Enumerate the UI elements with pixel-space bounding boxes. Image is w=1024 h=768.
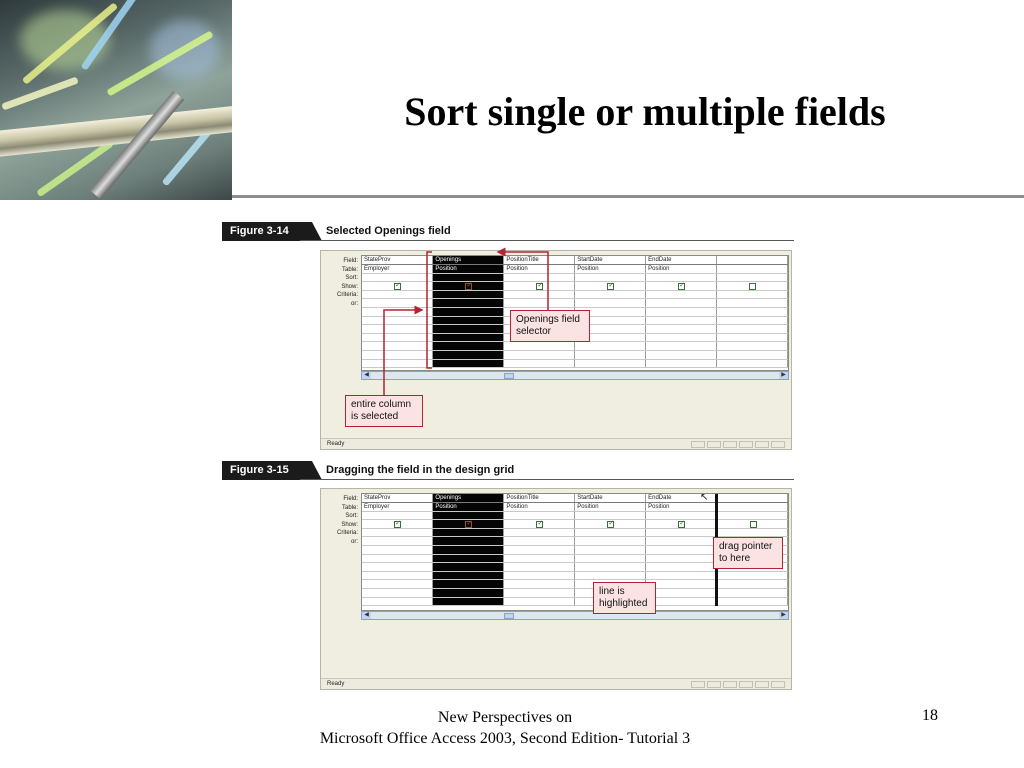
row-label: Field: [343,496,358,502]
field-cell[interactable]: PositionTitle [504,494,575,503]
callout-line-highlighted [593,582,656,614]
table-cell[interactable] [717,503,788,512]
figure-label: Figure 3-15 [222,461,312,480]
row-label: or: [350,538,358,545]
status-text: Ready [327,681,345,687]
table-cell[interactable]: Position [575,503,646,512]
field-cell[interactable]: StartDate [575,256,646,265]
callout-text: drag pointer to here [719,541,773,564]
field-cell[interactable]: StateProv [362,256,433,265]
field-cell[interactable]: EndDate [646,256,717,265]
row-label: Show: [341,521,358,528]
page-number: 18 [922,707,938,724]
status-bar [321,678,791,689]
field-cell[interactable]: StateProv [362,494,433,503]
callout-text: line is highlighted [599,586,648,609]
show-checkbox[interactable] [750,521,757,528]
row-label: Table: [341,504,358,511]
figure-rule [300,479,794,480]
row-label: or: [350,300,358,307]
show-checkbox[interactable] [678,521,685,528]
drag-pointer-icon: ↖ [700,492,709,503]
table-cell[interactable]: Position [575,265,646,274]
show-checkbox[interactable] [607,521,614,528]
scroll-left-icon[interactable]: ◀ [362,372,371,379]
table-cell[interactable]: Employer [362,503,433,512]
figure-title: Dragging the field in the design grid [326,464,515,476]
table-cell[interactable]: Position [646,503,717,512]
row-label: Criteria: [336,292,358,299]
show-checkbox[interactable] [536,521,543,528]
status-text: Ready [327,441,345,447]
table-cell[interactable]: Position [433,265,504,274]
field-cell[interactable]: Openings [433,256,504,265]
figure-header [222,460,794,480]
table-cell[interactable]: Position [504,265,575,274]
footer-line: Microsoft Office Access 2003, Second Edition- Tutorial 3 [319,730,691,747]
row-label: Show: [341,283,358,290]
row-label: Criteria: [336,530,358,537]
scroll-left-icon[interactable]: ◀ [362,612,371,619]
field-cell[interactable]: Openings [433,494,504,503]
slide-footer [220,707,790,749]
scroll-right-icon[interactable]: ▶ [779,372,788,379]
row-label: Sort: [345,513,358,520]
field-cell[interactable]: StartDate [575,494,646,503]
row-label: Table: [341,266,358,273]
table-cell[interactable]: Position [646,265,717,274]
row-label: Field: [343,258,358,264]
table-cell[interactable]: Position [433,503,504,512]
table-cell[interactable]: Position [504,503,575,512]
figure-title: Selected Openings field [326,225,451,237]
callout-text: Openings field selector [516,314,580,337]
table-cell[interactable]: Employer [362,265,433,274]
show-checkbox[interactable] [394,521,401,528]
field-cell[interactable]: EndDate [646,494,717,503]
field-cell[interactable] [717,494,788,503]
field-cell[interactable]: PositionTitle [504,256,575,265]
callout-text: entire column is selected [351,399,412,422]
query-design-window [320,488,792,690]
row-labels [321,495,361,547]
show-checkbox[interactable] [465,521,472,528]
callout-drag-pointer [713,537,783,569]
slide-title: Sort single or multiple fields [404,89,886,134]
scroll-thumb[interactable] [504,613,514,619]
figure-label: Figure 3-14 [222,222,312,241]
footer-line: New Perspectives on [437,709,573,726]
scroll-right-icon[interactable]: ▶ [779,612,788,619]
row-label: Sort: [345,275,358,282]
horizontal-scrollbar[interactable] [361,611,789,620]
